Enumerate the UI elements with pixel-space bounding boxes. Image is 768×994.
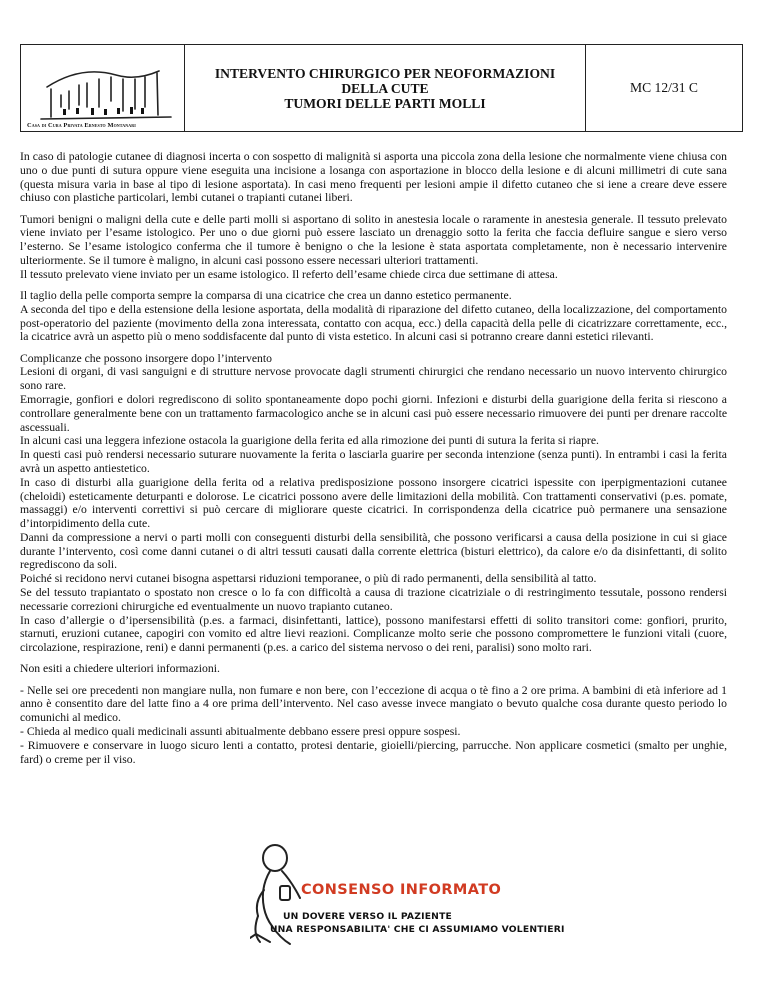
instruction-item: - Chieda al medico quali medicinali assunti abitualmente debbano essere presi oppure sospesi. xyxy=(20,725,461,739)
title-line-3: TUMORI DELLE PARTI MOLLI xyxy=(284,95,486,111)
title-line-1: INTERVENTO CHIRURGICO PER NEOFORMAZIONI xyxy=(214,65,556,81)
instruction-item: - Nelle sei ore precedenti non mangiare nulla, non fumare e non bere, con l’eccezione di acqua o tè fino a 2 ore prima. A bambini di età inferiore ad 1 anno è consentito dare del latte fino a 4 ore prima dell’intervento. Nel caso avesse invece mangiato o bevuto qualche cosa durante questo periodo lo comunichi al medico. xyxy=(20,683,727,725)
paragraph-tumors: Tumori benigni o maligni della cute e delle parti molli si asportano di solito in anestesia locale o raramente in anestesia generale. Il tessuto prelevato viene inviato per l’esame istologico. Per uno o due giorni può essere lasciato un drenaggio sotto la ferita che faccia defluire sangue e siero verso l’esterno. Se l’esame istologico conferma che il tumore è benigno o che la lesione è stata asportata completamente, non è necessario intervenire ulteriormente. Se il tumore è maligno, in alcuni casi possono essere necessari ulteriori trattamenti. xyxy=(20,212,727,267)
clinic-logo xyxy=(21,45,184,131)
complication-item: In alcuni casi una leggera infezione ostacola la guarigione della ferita ed alla rimozione dei punti di sutura la ferita si riapre. xyxy=(20,434,599,448)
instruction-item: - Rimuovere e conservare in luogo sicuro lenti a contatto, protesi dentarie, gioielli/piercing, parrucche. Non applicare cosmetici (smalto per unghie, fard) o creme per il viso. xyxy=(20,738,727,766)
title-line-2: DELLA CUTE xyxy=(341,80,429,96)
logo-cell xyxy=(21,45,185,132)
document-header xyxy=(20,44,743,132)
complication-item: Lesioni di organi, di vasi sanguigni e di strutture nervose provocate dagli strumenti chirurgici che rendano necessario un nuovo intervento chirurgico sono rare. xyxy=(20,365,727,393)
complications-heading: Complicanze che possono insorgere dopo l’intervento xyxy=(20,351,272,365)
consent-subtitle-2: UNA RESPONSABILITA' CHE CI ASSUMIAMO VOLENTIERI xyxy=(270,924,565,935)
consent-figure-icon xyxy=(250,838,550,968)
paragraph-intro: In caso di patologie cutanee di diagnosi incerta o con sospetto di malignità si asporta una piccola zona della lesione che normalmente viene chiusa con uno o due punti di sutura oppure viene eseguita una incisione a losanga con asportazione in blocco della lesione e di alcuni millimetri di cute sana (questa misura varia in base al tipo di lesione asportata). In casi meno frequenti per lesioni ampie il difetto cutaneo che si iene a creare deve essere chiuso con plastiche particolari, lembi cutanei o trapianti cutanei liberi. xyxy=(20,150,727,205)
consent-title: CONSENSO INFORMATO xyxy=(301,882,502,898)
complication-item: In caso di disturbi alla guarigione della ferita od a relativa predisposizione possono insorgere cicatrici ispessite con iperpigmentazioni cutanee (cheloidi) esteticamente deturpanti e dolorose. Le cicatrici possono avere delle limitazioni della mobilità. Con trattamenti conservativi (p.es. pomate, massaggi) e/o interventi correttivi si può cercare di migliorare queste cicatrici. In corrispondenza della cicatrice può permanere una sensazione d’intorpidimento della cute. xyxy=(20,475,727,531)
document-body xyxy=(20,150,727,766)
complication-item: In caso d’allergie o d’ipersensibilità (p.es. a farmaci, disinfettanti, lattice), possono manifestarsi effetti di solito transitori come: gonfiori, prurito, starnuti, eruzioni cutanee, capogiri con vomito ed altre lievi reazioni. Complicanze molto serie che possono compromettere le funzioni vitali (cuore, circolazione, respirazione, reni) e danni permanenti (p.es. a carico del sistema nervoso o dei reni, paralisi) sono molto rari. xyxy=(20,613,727,655)
document-title xyxy=(185,45,586,132)
document-code: MC 12/31 C xyxy=(586,45,743,132)
complication-item: In questi casi può rendersi necessario suturare nuovamente la ferita o lasciarla guarire per seconda intenzione (senza punti). In entrambi i casi la ferita avrà un aspetto antiestetico. xyxy=(20,448,727,475)
paragraph-questions: Non esiti a chiedere ulteriori informazioni. xyxy=(20,662,220,676)
paragraph-scar: Il taglio della pelle comporta sempre la comparsa di una cicatrice che crea un danno estetico permanente. xyxy=(20,288,512,302)
paragraph-scar-detail: A seconda del tipo e della estensione della lesione asportata, della modalità di riparazione del difetto cutaneo, della localizzazione, del comportamento post-operatorio del paziente (movimento della zona interessata, contatto con acqua, ecc.) della capacità della pelle di cicatrizzare correttamente, ecc., la cicatrice avrà un aspetto più o meno soddisfacente dal punto di vista estetico. In alcuni casi si potranno creare danni estetici rilevanti. xyxy=(20,302,727,344)
consent-subtitle-1: UN DOVERE VERSO IL PAZIENTE xyxy=(283,911,453,922)
paragraph-histology: Il tessuto prelevato viene inviato per un esame istologico. Il referto dell’esame chiede circa due settimane di attesa. xyxy=(20,267,558,281)
complication-item: Se del tessuto trapiantato o spostato non cresce o lo fa con difficoltà a causa di trazione cicatriziale o di restringimento tessutale, possono rendersi necessarie correzioni chirurgiche ed eventualmente un nuovo trapianto cutaneo. xyxy=(20,586,727,613)
complication-item: Poiché si recidono nervi cutanei bisogna aspettarsi riduzioni temporanee, o più di rado permanenti, della sensibilità al tatto. xyxy=(20,572,597,586)
complication-item: Emorragie, gonfiori e dolori regrediscono di solito spontaneamente dopo pochi giorni. Infezioni e disturbi della guarigione della ferita si riescono a controllare generalmente bene con un trattamento farmacologico anche se in alcuni casi può essere necessario rimuovere dei punti per drenare raccolte ascessuali. xyxy=(20,392,727,434)
complication-item: Danni da compressione a nervi o parti molli con conseguenti disturbi della sensibilità, che possono verificarsi a causa della posizione in cui si giace durante l’intervento, così come danni cutanei o di altri tessuti causati dalla corrente elettrica (bisturi elettrico), da calore e/o da disinfettanti, di solito regrediscono da soli. xyxy=(20,530,727,572)
logo-caption: Casa di Cura Privata Ernesto Montanari xyxy=(27,122,136,129)
